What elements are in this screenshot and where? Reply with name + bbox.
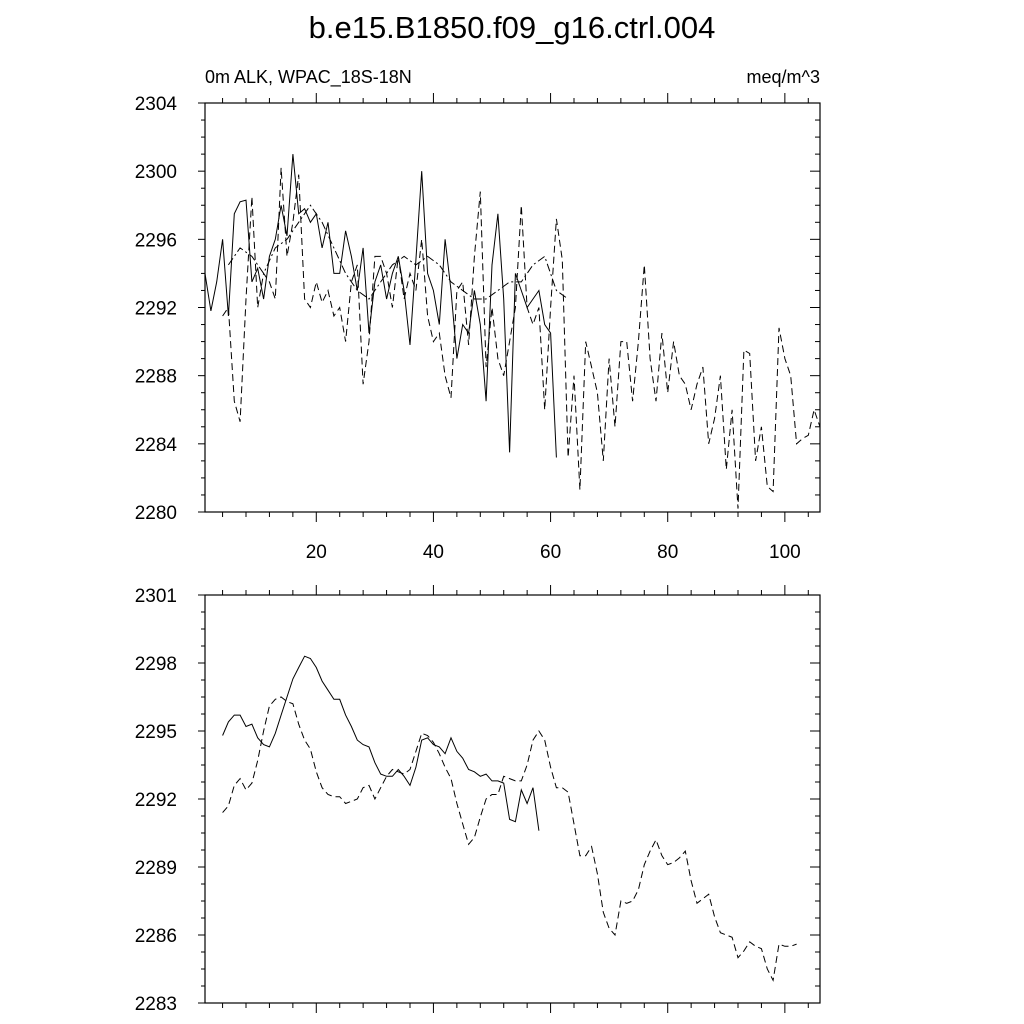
bottom-ytick-label: 2283	[134, 994, 177, 1015]
chart-title: b.e15.B1850.f09_g16.ctrl.004	[308, 10, 716, 45]
bottom-ytick-label: 2301	[134, 586, 177, 607]
top-panel-subtitle-left: 0m ALK, WPAC_18S-18N	[205, 67, 412, 87]
bottom-ytick-label: 2295	[134, 722, 177, 743]
top-xtick-label: 40	[422, 542, 444, 563]
bottom-plot-frame	[205, 595, 820, 1003]
top-ytick-label: 2300	[134, 162, 177, 184]
bottom-panel-plot	[135, 585, 820, 1015]
top-ytick-label: 2288	[134, 366, 177, 388]
top-plot-frame	[205, 103, 820, 512]
top-ytick-label: 2296	[134, 230, 177, 252]
top-xtick-label: 80	[657, 542, 679, 563]
bottom-series-dashed-line	[223, 697, 797, 980]
bottom-series-solid-line	[223, 656, 539, 831]
top-xtick-label: 100	[769, 542, 801, 563]
top-ytick-label: 2280	[134, 503, 177, 524]
top-ytick-label: 2304	[134, 94, 177, 115]
top-xtick-label: 60	[540, 542, 562, 563]
bottom-ytick-label: 2286	[134, 926, 177, 947]
top-panel-subtitle-right: meq/m^3	[746, 67, 820, 87]
top-ytick-label: 2284	[134, 434, 177, 456]
top-ytick-label: 2292	[134, 298, 177, 320]
top-xtick-label: 20	[305, 542, 327, 563]
bottom-ytick-label: 2298	[134, 654, 177, 675]
top-panel-plot	[135, 93, 820, 563]
bottom-ytick-label: 2292	[134, 790, 177, 811]
bottom-ytick-label: 2289	[134, 858, 177, 879]
